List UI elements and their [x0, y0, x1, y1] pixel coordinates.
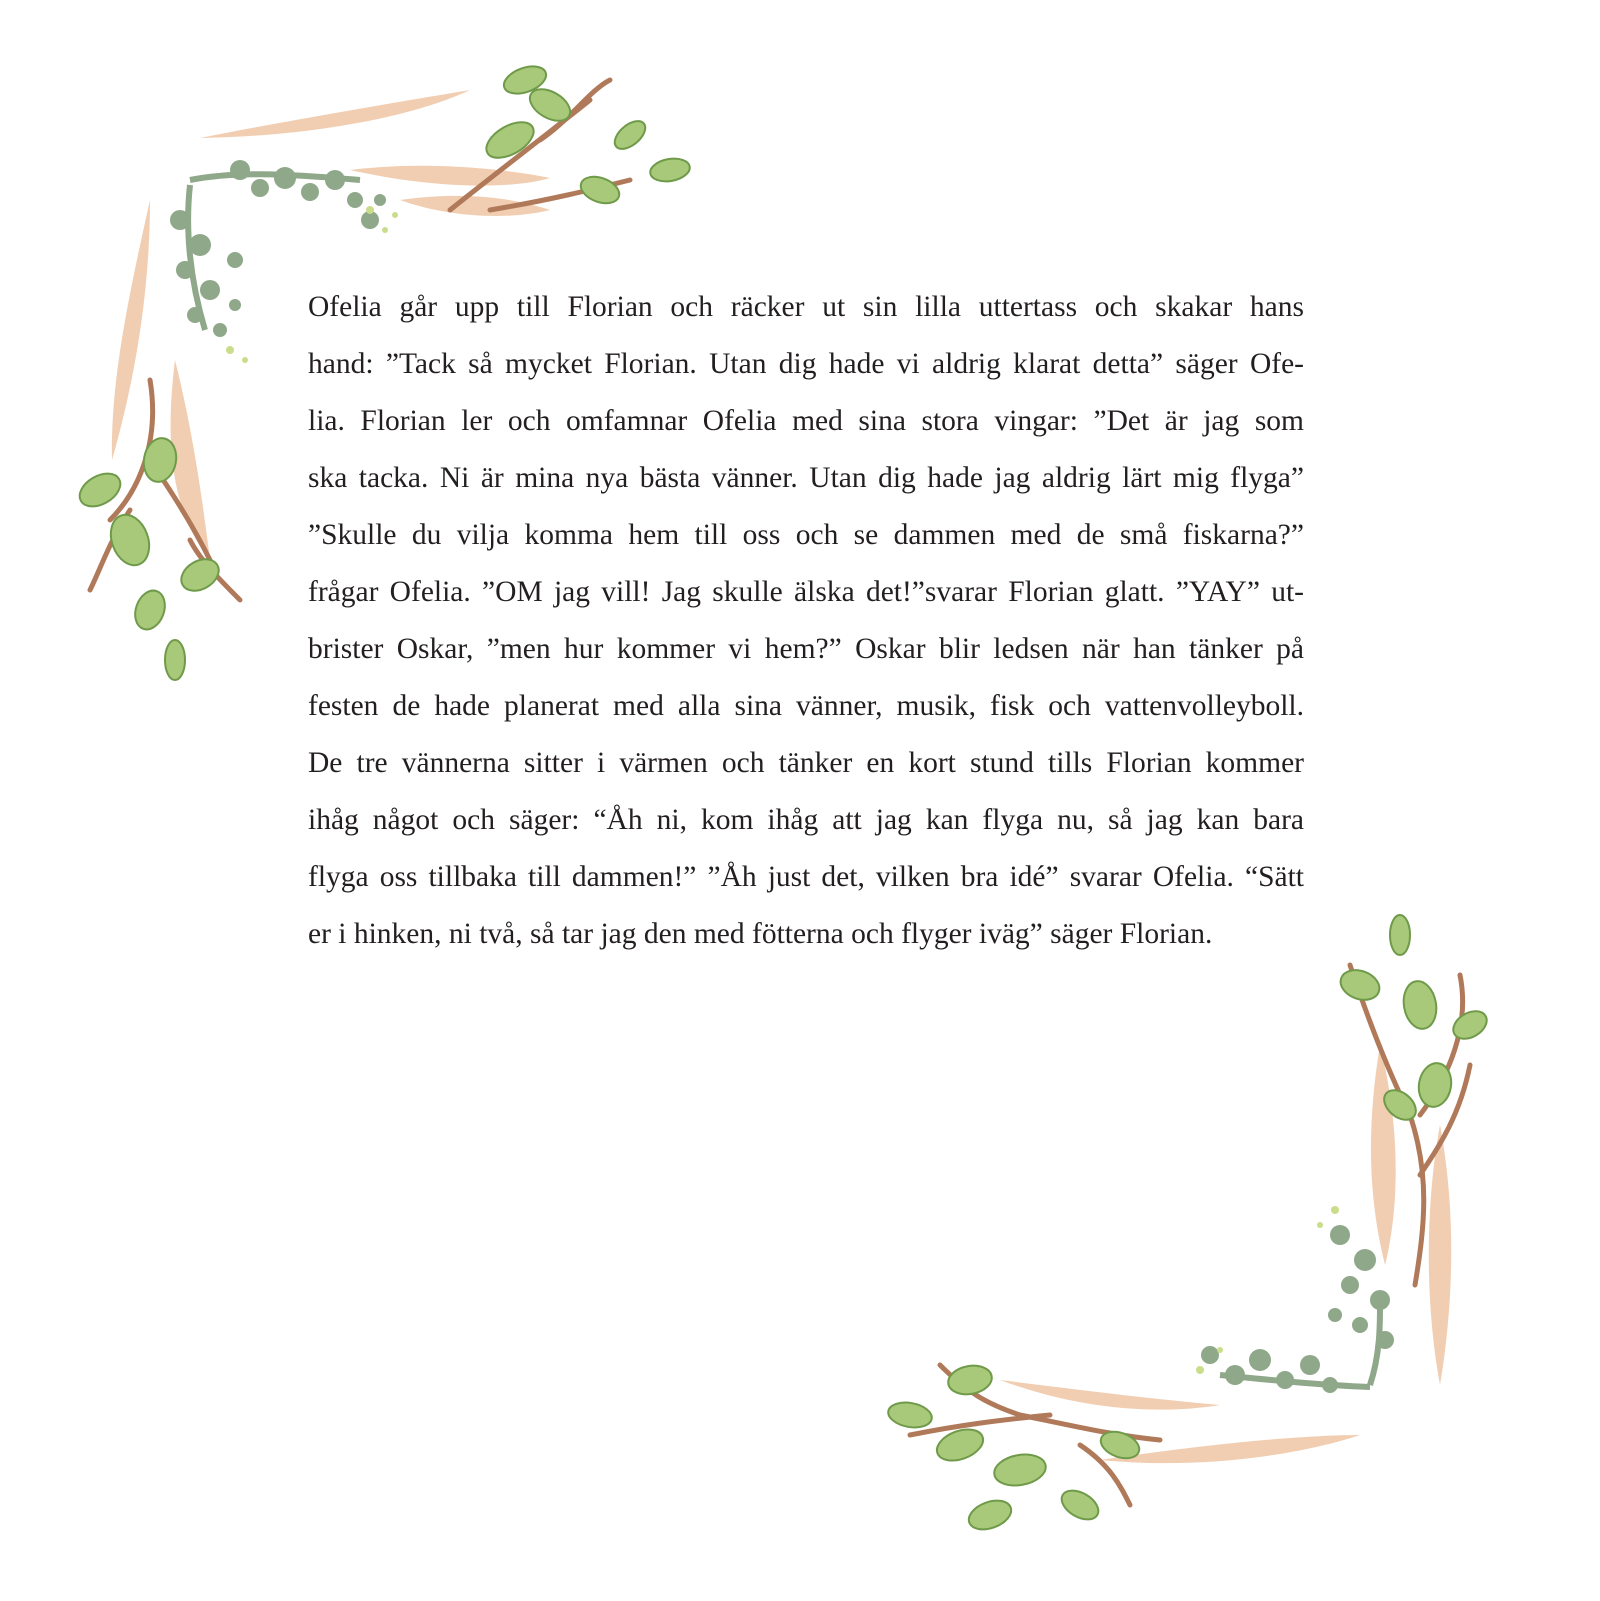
- feather-horizontal-bottom: [1000, 1380, 1360, 1463]
- story-line: ihåg något och säger: “Åh ni, kom ihåg att jag kan flyga nu, så jag kan bara: [308, 804, 1304, 836]
- floral-corner-bottom-right: [880, 905, 1530, 1565]
- story-line: flyga oss tillbaka till dammen!” ”Åh just det, vilken bra idé” svarar Ofelia. “Sätt: [308, 861, 1304, 893]
- story-line: De tre vännerna sitter i värmen och tänker en kort stund tills Florian kommer: [308, 747, 1304, 779]
- story-line: er i hinken, ni två, så tar jag den med fötterna och flyger iväg” säger Florian.: [308, 918, 1213, 950]
- story-line: brister Oskar, ”men hur kommer vi hem?” Oskar blir ledsen när han tänker på: [308, 633, 1304, 665]
- sage-dots-br: [1196, 1206, 1339, 1374]
- feather-horizontal-top: [200, 90, 550, 216]
- story-line: Ofelia går upp till Florian och räcker ut sin lilla uttertass och skakar hans: [308, 291, 1304, 323]
- feather-vertical-right: [1371, 1045, 1451, 1385]
- leaves-bottom-right: [886, 915, 1491, 1535]
- feather-vertical-left: [112, 200, 210, 560]
- story-line: hand: ”Tack så mycket Florian. Utan dig hade vi aldrig klarat detta” säger Ofe-: [308, 348, 1304, 380]
- story-line: lia. Florian ler och omfamnar Ofelia med sina stora vingar: ”Det är jag som: [308, 405, 1304, 437]
- story-line: frågar Ofelia. ”OM jag vill! Jag skulle älska det!”svarar Florian glatt. ”YAY” ut-: [308, 576, 1304, 608]
- story-text: [308, 279, 1304, 963]
- story-line: ”Skulle du vilja komma hem till oss och se dammen med de små fiskarna?”: [308, 519, 1304, 551]
- sage-clusters-br: [1201, 1225, 1394, 1393]
- story-line: ska tacka. Ni är mina nya bästa vänner. Utan dig hade jag aldrig lärt mig flyga”: [308, 462, 1304, 494]
- branches-bottom-right: [910, 965, 1470, 1505]
- story-line: festen de hade planerat med alla sina vänner, musik, fisk och vattenvolleyboll.: [308, 690, 1304, 722]
